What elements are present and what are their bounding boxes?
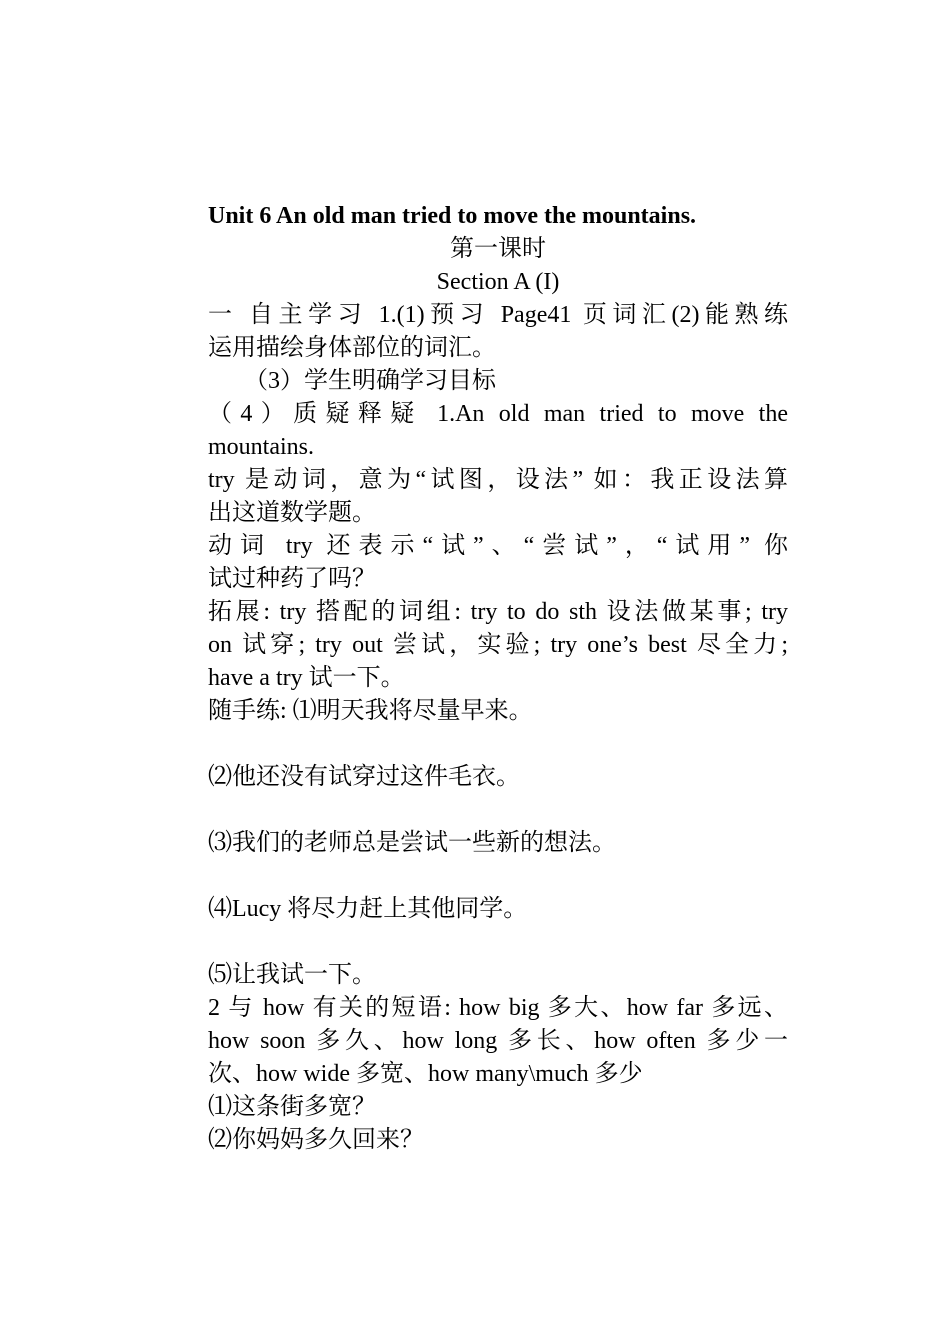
document-title: Unit 6 An old man tried to move the mountains. — [208, 203, 697, 229]
answer-space — [208, 860, 788, 893]
question-line-cont: mountains. — [208, 434, 314, 460]
lesson-label: 第一课时 — [450, 236, 546, 262]
answer-space — [208, 926, 788, 959]
self-study-line: 一 自主学习 1.(1)预习 Page41 页词汇(2)能熟练 — [208, 302, 788, 328]
goal-line: （3）学生明确学习目标 — [244, 368, 496, 394]
practice-item-5: ⑸让我试一下。 — [208, 962, 376, 988]
how-phrases-line-3: 次、how wide 多宽、how many\much 多少 — [208, 1061, 643, 1087]
try-meaning-line: 动词 try 还表示“试”、“尝试”，“试用” 你 — [208, 533, 788, 559]
extension-line: 拓展: try 搭配的词组: try to do sth 设法做某事; try — [208, 599, 788, 625]
question-line: （4）质疑释疑 1.An old man tried to move the — [208, 401, 788, 427]
how-phrases-line: 2 与 how 有关的短语: how big 多大、how far 多远、 — [208, 995, 788, 1021]
how-phrases-line-2: how soon 多久、how long 多长、how often 多少一 — [208, 1028, 788, 1054]
extension-line-2: on 试穿; try out 尝试，实验; try one’s best 尽全力; — [208, 632, 788, 658]
practice-item-1: 随手练: ⑴明天我将尽量早来。 — [208, 698, 533, 724]
try-definition-line-cont: 出这道数学题。 — [208, 500, 376, 526]
how-exercise-1: ⑴这条街多宽？ — [208, 1094, 376, 1120]
answer-space — [208, 794, 788, 827]
practice-item-4: ⑷Lucy 将尽力赶上其他同学。 — [208, 896, 528, 922]
document-page — [208, 200, 788, 1157]
how-exercise-2: ⑵你妈妈多久回来？ — [208, 1127, 424, 1153]
try-definition-line: try 是动词，意为“试图，设法” 如：我正设法算 — [208, 467, 788, 493]
self-study-line-cont: 运用描绘身体部位的词汇。 — [208, 335, 496, 361]
extension-line-3: have a try 试一下。 — [208, 665, 405, 691]
answer-space — [208, 728, 788, 761]
try-meaning-line-cont: 试过种药了吗？ — [208, 566, 376, 592]
practice-item-2: ⑵他还没有试穿过这件毛衣。 — [208, 764, 520, 790]
practice-item-3: ⑶我们的老师总是尝试一些新的想法。 — [208, 830, 616, 856]
section-label: Section A (I) — [436, 269, 560, 295]
